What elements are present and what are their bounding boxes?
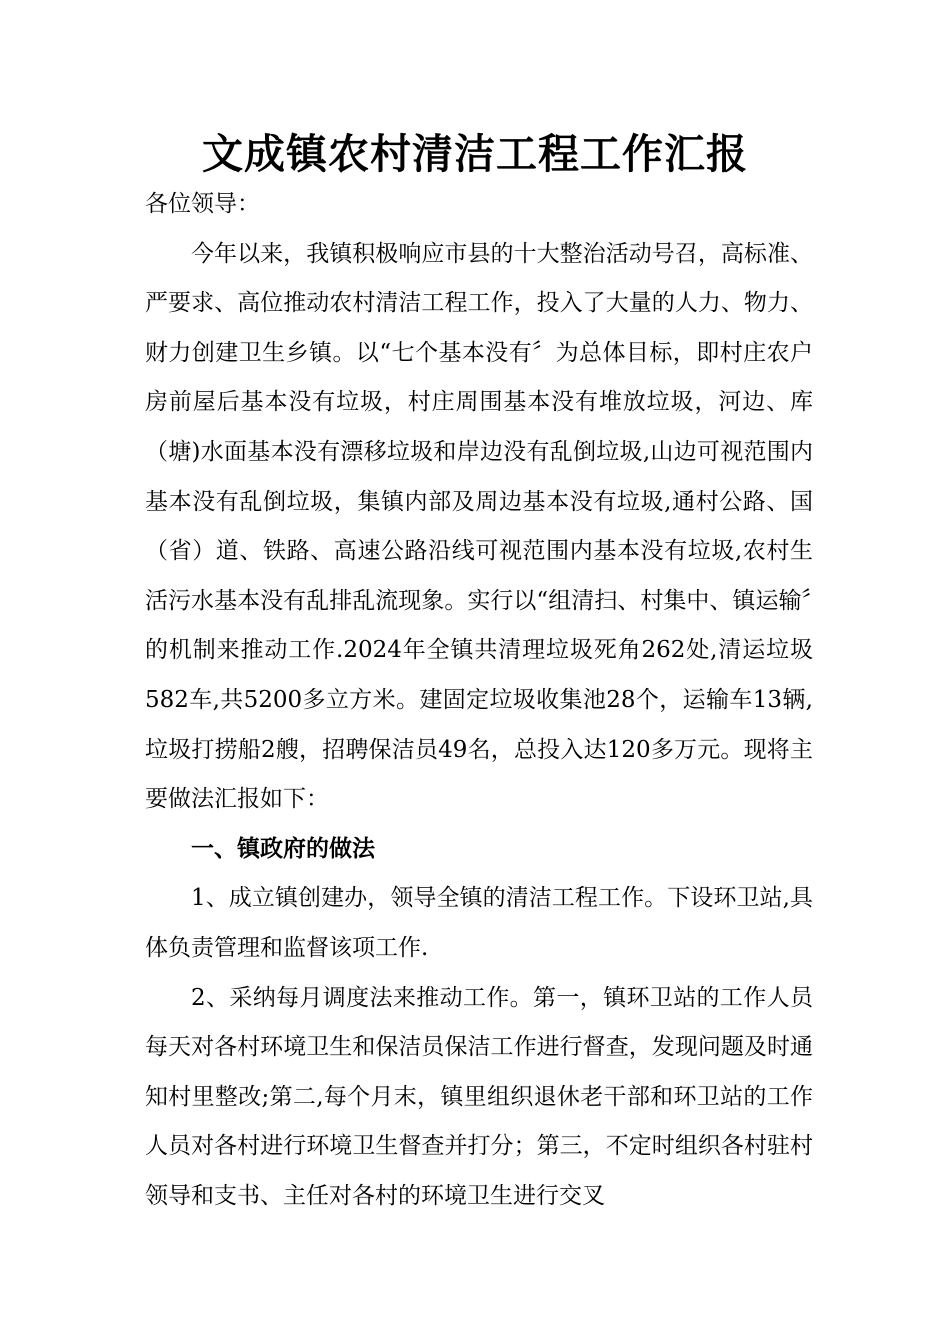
document-title: 文成镇农村清洁工程工作汇报 [202,130,748,178]
intro-paragraph: 今年以来，我镇积极响应市县的十大整治活动号召，高标准、严要求、高位推动农村清洁工程工作，投入了大量的人力、物力、财力创建卫生乡镇。以“七个基本没有〞为总体目标，即村庄农户房前屋后基本没有垃圾，村庄周围基本没有堆放垃圾，河边、库（塘)水面基本没有漂移垃圾和岸边没有乱倒垃圾,山边可视范围内基本没有乱倒垃圾，集镇内部及周边基本没有垃圾,通村公路、国（省）道、铁路、高速公路沿线可视范围内基本没有垃圾,农村生活污水基本没有乱排乱流现象。实行以“组清扫、村集中、镇运输〞的机制来推动工作.2024年全镇共清理垃圾死角262处,清运垃圾582车,共5200多立方米。建固定垃圾收集池28个，运输车13辆,垃圾打捞船2艘，招聘保洁员49名，总投入达120多万元。现将主要做法汇报如下： [145,240,813,813]
salutation: 各位领导： [145,191,260,217]
list-item-2: 2、采纳每月调度法来推动工作。第一，镇环卫站的工作人员每天对各村环境卫生和保洁员保洁工作进行督查，发现问题及时通知村里整改;第二,每个月末，镇里组织退休老干部和环卫站的工作人员对各村进行环境卫生督查并打分；第三，不定时组织各村驻村领导和支书、主任对各村的环境卫生进行交叉 [145,984,813,1209]
list-item-1: 1、成立镇创建办，领导全镇的清洁工程工作。下设环卫站,具体负责管理和监督该项工作. [145,885,813,961]
document-body [145,180,813,1221]
section-heading: 一、镇政府的做法 [191,835,375,862]
